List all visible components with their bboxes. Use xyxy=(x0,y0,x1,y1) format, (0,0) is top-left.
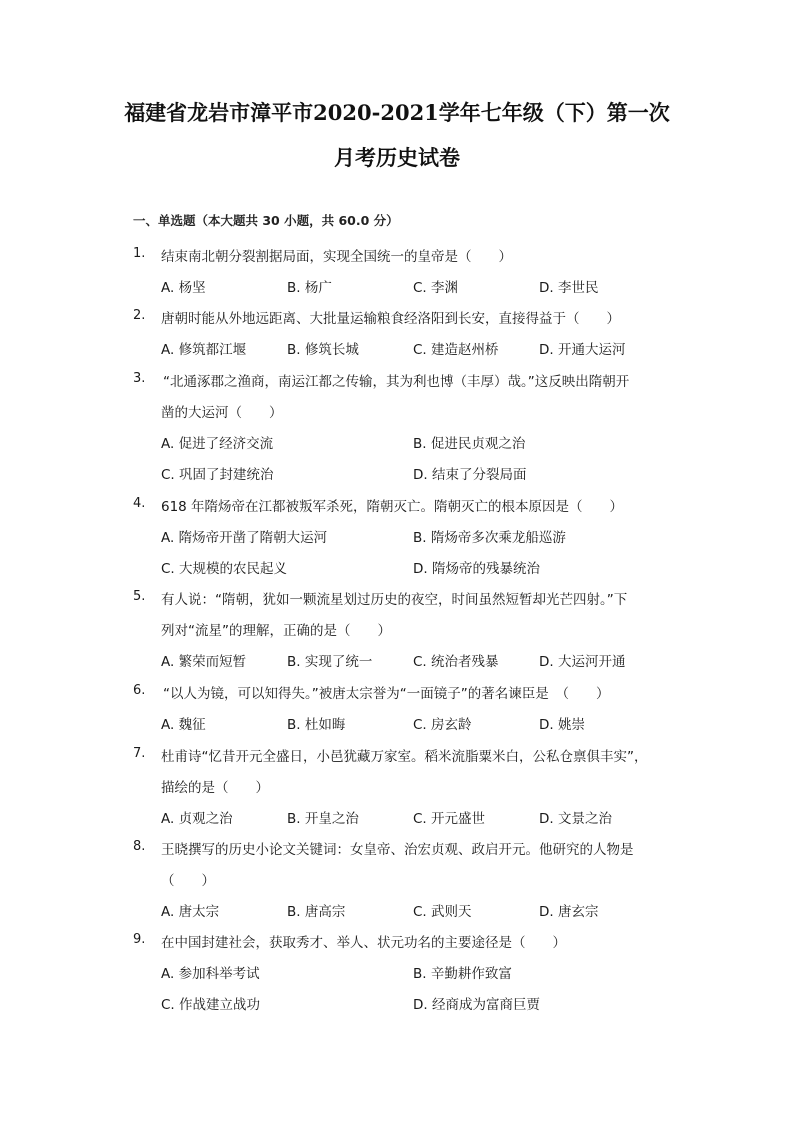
option-a: A. 隋炀帝开凿了隋朝大运河 xyxy=(161,530,328,546)
option-b: B. 实现了统一 xyxy=(287,654,373,670)
option-d: D. 姚崇 xyxy=(539,717,585,733)
option-c: C. 作战建立战功 xyxy=(161,997,261,1013)
question-number: 2. xyxy=(133,308,146,323)
option-c: C. 开元盛世 xyxy=(413,811,486,827)
question-text: 唐朝时能从外地远距离、大批量运输粮食经洛阳到长安，直接得益于（ ） xyxy=(161,311,620,327)
question-text-continued: 描绘的是（ ） xyxy=(161,780,269,796)
option-d: D. 大运河开通 xyxy=(539,654,626,670)
option-a: A. 杨坚 xyxy=(161,280,206,296)
question-text: 618 年隋炀帝在江都被叛军杀死，隋朝灭亡。隋朝灭亡的根本原因是（ ） xyxy=(161,499,624,515)
option-d: D. 隋炀帝的残暴统治 xyxy=(413,561,540,577)
option-b: B. 唐高宗 xyxy=(287,904,346,920)
option-d: D. 结束了分裂局面 xyxy=(413,467,527,483)
question-number: 6. xyxy=(133,683,146,698)
question-number: 4. xyxy=(133,496,146,511)
option-a: A. 贞观之治 xyxy=(161,811,233,827)
question-number: 3. xyxy=(133,371,146,386)
option-a: A. 繁荣而短暂 xyxy=(161,654,247,670)
question-text: 在中国封建社会，获取秀才、举人、状元功名的主要途径是（ ） xyxy=(161,935,566,951)
option-a: A. 修筑都江堰 xyxy=(161,342,247,358)
question-text-continued: 列对“流星”的理解，正确的是（ ） xyxy=(161,623,391,639)
question-text: 王晓撰写的历史小论文关键词：女皇帝、治宏贞观、政启开元。他研究的人物是 xyxy=(161,842,634,858)
question-number: 5. xyxy=(133,589,146,604)
question-number: 8. xyxy=(133,839,146,854)
option-d: D. 开通大运河 xyxy=(539,342,626,358)
question-text: 结束南北朝分裂割据局面，实现全国统一的皇帝是（ ） xyxy=(161,249,512,265)
question-text: 有人说：“隋朝，犹如一颗流星划过历史的夜空，时间虽然短暂却光芒四射。”下 xyxy=(161,592,628,608)
option-d: D. 唐玄宗 xyxy=(539,904,599,920)
option-b: B. 促进民贞观之治 xyxy=(413,436,526,452)
exam-title-line-1: 福建省龙岩市漳平市2020-2021学年七年级（下）第一次 xyxy=(124,100,670,125)
question-text: 杜甫诗“忆昔开元全盛日，小邑犹藏万家室。稻米流脂粟米白，公私仓禀俱丰实”， xyxy=(161,749,648,765)
option-c: C. 李渊 xyxy=(413,280,459,296)
option-d: D. 经商成为富商巨贾 xyxy=(413,997,540,1013)
option-c: C. 武则天 xyxy=(413,904,472,920)
option-d: D. 李世民 xyxy=(539,280,599,296)
option-c: C. 房玄龄 xyxy=(413,717,472,733)
option-b: B. 隋炀帝多次乘龙船巡游 xyxy=(413,530,566,546)
option-a: A. 唐太宗 xyxy=(161,904,220,920)
option-b: B. 杨广 xyxy=(287,280,332,296)
question-number: 9. xyxy=(133,932,146,947)
question-text-continued: 凿的大运河（ ） xyxy=(161,405,283,421)
option-c: C. 统治者残暴 xyxy=(413,654,499,670)
question-number: 7. xyxy=(133,746,146,761)
option-a: A. 促进了经济交流 xyxy=(161,436,274,452)
section-heading: 一、单选题（本大题共 30 小题，共 60.0 分） xyxy=(133,213,399,228)
question-text: “北通涿郡之渔商，南运江都之传输，其为利也博（丰厚）哉。”这反映出隋朝开 xyxy=(163,374,630,390)
option-a: A. 魏征 xyxy=(161,717,206,733)
option-b: B. 辛勤耕作致富 xyxy=(413,966,512,982)
option-c: C. 大规模的农民起义 xyxy=(161,561,288,577)
question-text: “以人为镜，可以知得失。”被唐太宗誉为“一面镜子”的著名谏臣是 （ ） xyxy=(163,686,610,702)
option-c: C. 巩固了封建统治 xyxy=(161,467,274,483)
exam-title-line-2: 月考历史试卷 xyxy=(334,145,460,170)
option-b: B. 修筑长城 xyxy=(287,342,359,358)
option-b: B. 杜如晦 xyxy=(287,717,346,733)
question-number: 1. xyxy=(133,246,146,261)
option-b: B. 开皇之治 xyxy=(287,811,359,827)
option-c: C. 建造赵州桥 xyxy=(413,342,499,358)
option-a: A. 参加科举考试 xyxy=(161,966,260,982)
question-text-continued: （ ） xyxy=(161,873,215,889)
option-d: D. 文景之治 xyxy=(539,811,612,827)
